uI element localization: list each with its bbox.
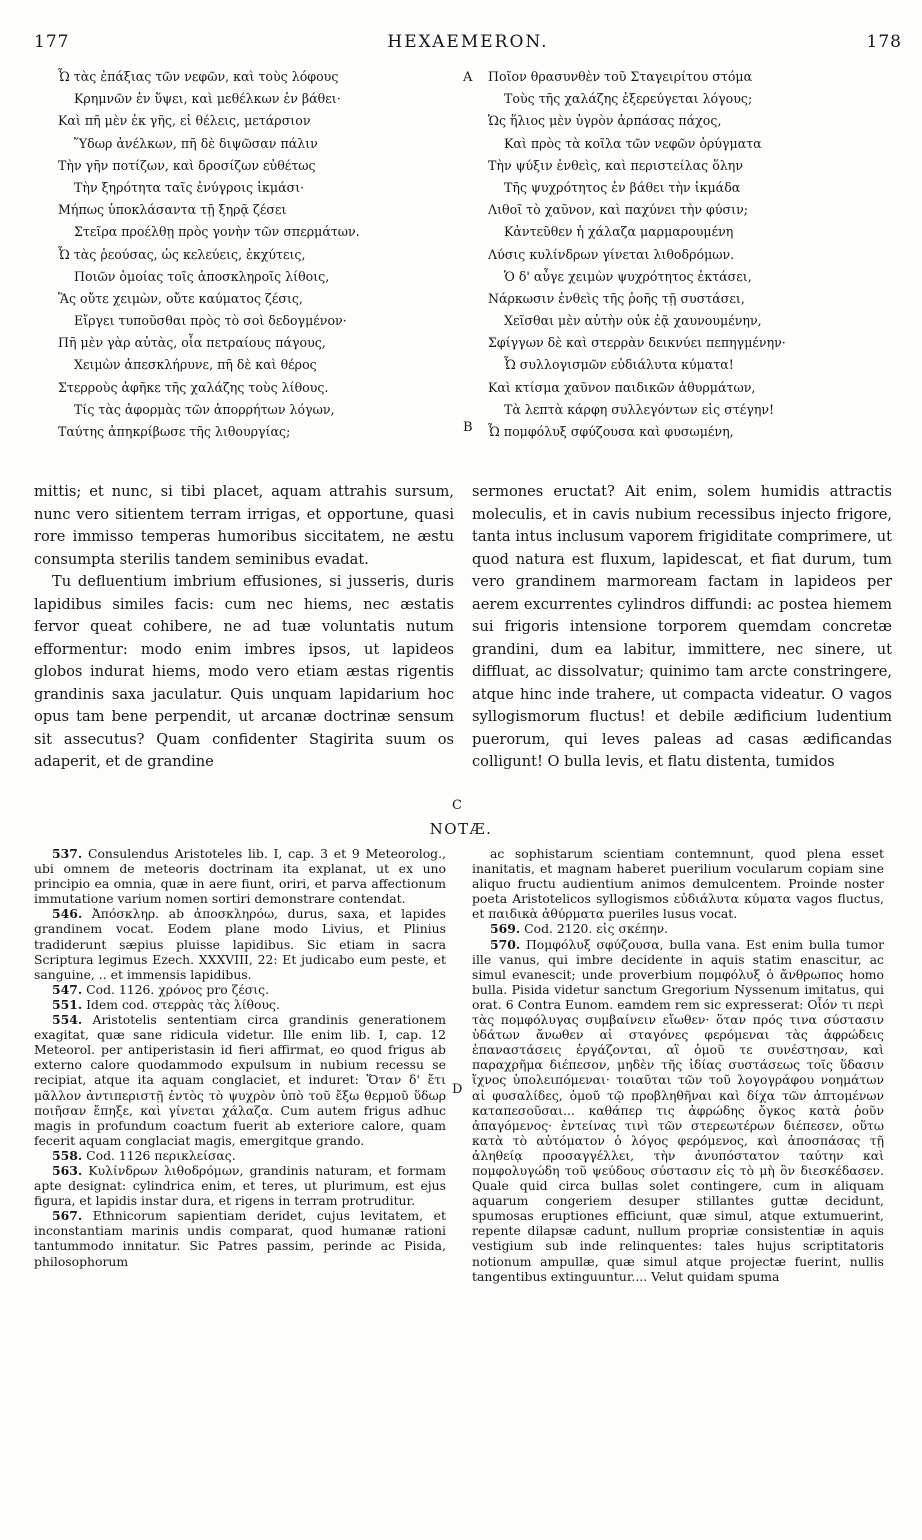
verse-line bbox=[58, 155, 458, 177]
verse-line bbox=[488, 377, 888, 399]
verse-text: Στερροὺς ἀφῆκε τῆς χαλάζης τοὺς λίθους. bbox=[58, 379, 329, 395]
verse-text: Ὦ συλλογισμῶν εὐδιάλυτα κύματα! bbox=[504, 357, 734, 373]
margin-letter-b: B bbox=[463, 420, 473, 435]
verse-text: Ταύτης ἀπηκρίβωσε τῆς λιθουργίας; bbox=[58, 424, 291, 439]
running-header bbox=[34, 32, 902, 58]
note-text: Πομφόλυξ σφύζουσα, bulla vana. Est enim bulla tumor ille vanus, qui imbre decidente in aquis statim enascitur, ac simul evanescit; unde proverbium πομφόλυξ ὁ ἄνθρωπος homo bulla. Pisida videtur sanctum Gregorium Nyssenum imitatus, qui orat. 6 Contra Eunom. eamdem rem sic expresserat: Οἷόν τι περὶ τὰς πομφόλυγας συμβαίνειν εἴωθεν· ὅταν πρός τινα σύστασιν ὑδάτων ἄνωθεν αἱ σταγόνες φερόμεναι τὰς ἀφρώδεις ἐπαναστάσεις ἐργάζονται, αἳ ὁμοῦ τε συνέστησαν, καὶ παραχρῆμα διέπεσον, μηδὲν τῆς ἰδίας συστάσεως τοῖς ὕδασιν ἴχνος ὑπολειπόμεναι· τοιαῦται τῶν τοῦ λογογράφου νοημάτων αἱ φυσαλίδες, ὁμοῦ τῷ προβληθῆναι καὶ δίχα τῶν ἀπτομένων καταπεσοῦσαι... καθάπερ τις ἀφρώδης ὄγκος κατὰ ῥοῦν ἀπαγόμενος· ἐντείνας τινὶ τῶν στερεωτέρων διέπεσεν, οὕτω κατὰ τὸ αὐτόματον ὁ λόγος φερόμενος, καὶ ἀποσπάσας τῇ ἀληθείᾳ προσαγγέλλει, τὴν ἀνυπόστατον ταύτην καὶ πομφολυγώδη τοῦ ψεύδους σύστασιν εἰς τὸ μὴ ὂν διεσκέδασεν. Quale quid circa bullas solet contingere, cum in aliquam aquarum congeriem desuper stillantes guttæ decidunt, spumosas eruptiones efficiunt, quæ simul, atque extumuerint, repente dilapsæ cadunt, nullum propriæ consistentiæ in aquis vestigium sub inde relinquentes: tales hujus scriptitatoris notionum ampullæ, quæ simul atque projectæ fuerint, nullis tangentibus extinguuntur.... Velut quidam spuma bbox=[472, 936, 884, 1284]
latin-paragraph: Tu defluentium imbrium effusiones, si jusseris, duris lapidibus similes facis: cum nec hiems, nec æstatis fervor queat cohibere, ne ad tuæ voluntatis nutum efformentur: modo enim imbres ipsos, ut lapideos globos indurat hiems, modo vero etiam æstas rigentis grandinis saxa jaculatur. Quis unquam lapidarium hoc opus tam bene perpendit, ut arcanæ doctrinæ sensum sit assecutus? Quam confidenter Stagirita suum os adaperit, et de grandine bbox=[34, 573, 454, 770]
verse-line bbox=[58, 244, 458, 266]
verse-line bbox=[58, 199, 458, 221]
verse-text: Ὡς ἥλιος μὲν ὑγρὸν ἁρπάσας πάχος, bbox=[488, 113, 722, 129]
verse-text: Καὶ πρὸς τὰ κοῖλα τῶν νεφῶν ὀρύγματα bbox=[504, 135, 762, 151]
verse-text: Τίς τὰς ἀφορμὰς τῶν ἀπορρήτων λόγων, bbox=[74, 401, 335, 417]
notes-right-column bbox=[472, 846, 884, 1284]
note-number: 570. bbox=[490, 936, 521, 952]
verse-line bbox=[488, 332, 888, 354]
margin-letter-d: D bbox=[452, 1082, 463, 1097]
verse-text: Τὴν ψύξιν ἐνθεὶς, καὶ περιστείλας ὅλην bbox=[488, 157, 743, 173]
note-entry bbox=[34, 906, 446, 981]
note-entry bbox=[34, 1012, 446, 1148]
verse-line bbox=[58, 332, 458, 354]
note-entry bbox=[34, 1148, 446, 1163]
verse-text: Λιθοῖ τὸ χαῦνον, καὶ παχύνει τὴν φύσιν; bbox=[488, 202, 748, 218]
verse-text: Εἴργει τυποῦσθαι πρὸς τὸ σοὶ δεδογμένον· bbox=[74, 313, 347, 329]
verse-text: Ὕδωρ ἀνέλκων, πῆ δὲ διψῶσαν πάλιν bbox=[74, 135, 318, 151]
verse-line bbox=[488, 221, 888, 243]
verse-line bbox=[488, 155, 888, 177]
greek-verse-right-column bbox=[488, 66, 888, 443]
verse-line bbox=[58, 88, 458, 110]
note-text: Consulendus Aristoteles lib. I, cap. 3 et 9 Meteorolog., ubi omnem de meteoris doctrinam ita explanat, ut ex uno principio ea omnia, quæ in aere fiunt, oriri, et parva affectionum immutatione varium nomen sortiri demonstrare contendat. bbox=[34, 846, 446, 907]
verse-line bbox=[58, 354, 458, 376]
verse-line bbox=[58, 110, 458, 132]
verse-text: Λύσις κυλίνδρων γίνεται λιθοδρόμων. bbox=[488, 246, 735, 262]
note-text: Ethnicorum sapientiam deridet, cujus levitatem, et inconstantiam marinis undis comparat, quod humanæ rationi tantummodo innitatur. Sic Patres passim, perinde ac Pisida, philosophorum bbox=[34, 1208, 446, 1269]
note-text: ac sophistarum scientiam contemnunt, quod plena esset inanitatis, et magnam haberet puerilium vocularum copiam sine aliquo fructu audientium animos demulcentem. Proinde noster poeta Aristotelicos syllogismos εὐδιάλυτα κύματα vagos fluctus, et παιδικὰ ἀθύρματα pueriles lusus vocat. bbox=[472, 846, 884, 922]
margin-letter-a: A bbox=[463, 70, 473, 85]
verse-line bbox=[58, 288, 458, 310]
note-text: Cod. 1126. χρόνος pro ζέσις. bbox=[86, 981, 270, 997]
verse-line bbox=[488, 354, 888, 376]
verse-text: Ὦ τὰς ἐπάξιας τῶν νεφῶν, καὶ τοὺς λόφους bbox=[58, 69, 339, 84]
verse-line bbox=[488, 266, 888, 288]
verse-line bbox=[488, 199, 888, 221]
verse-line bbox=[488, 288, 888, 310]
verse-text: Σφίγγων δὲ καὶ στερρὰν δεικνύει πεπηγμένην· bbox=[488, 335, 786, 351]
verse-line bbox=[58, 421, 458, 443]
verse-line bbox=[488, 177, 888, 199]
latin-paragraph: mittis; et nunc, si tibi placet, aquam attrahis sursum, nunc vero sitientem terram irrigas, et opportune, quasi rore immisso temperas humoribus siccitatem, ne æstu consumpta sterilis tandem seminibus evadat. bbox=[34, 483, 454, 568]
latin-paragraph: sermones eructat? Ait enim, solem humidis attractis moleculis, et in cavis nubium recessibus injecto frigore, tanta intus inclusum vaporem frigiditate comprimere, ut quod natura est fluxum, lapidescat, et fiat durum, tum vero grandinem marmoream factam in lapideos per aerem excurrentes cylindros diffundi: ac postea hiemem sui frigoris intensione torporem quemdam concretæ grandini, dum ea labitur, immittere, nec sinere, ut diffluat, ac dissolvatur; quinimo tam arcte constringere, atque hinc inde trahere, ut compacta videatur. O vagos syllogismorum fluctus! et debile ædificium ludentium puerorum, qui leves paleas ad casas ædificandas colligunt! O bulla levis, et flatu distenta, tumidos bbox=[472, 483, 892, 770]
verse-text: Κρημνῶν ἐν ὕψει, καὶ μεθέλκων ἐν βάθει· bbox=[74, 91, 341, 107]
verse-text: Ὁ δ' αὖγε χειμὼν ψυχρότητος ἐκτάσει, bbox=[504, 268, 752, 284]
page-title: HEXAEMERON. bbox=[387, 32, 549, 52]
note-number: 551. bbox=[52, 996, 83, 1012]
note-number: 554. bbox=[52, 1012, 83, 1028]
verse-text: Καὶ κτίσμα χαῦνον παιδικῶν ἀθυρμάτων, bbox=[488, 379, 756, 395]
note-number: 567. bbox=[52, 1208, 83, 1224]
verse-text: Κἀντεῦθεν ἡ χάλαζα μαρμαρουμένη bbox=[504, 224, 734, 240]
note-number: 537. bbox=[52, 846, 83, 861]
verse-text: Ὦ τὰς ῥεούσας, ὡς κελεύεις, ἐκχύτεις, bbox=[58, 246, 306, 262]
verse-line bbox=[58, 310, 458, 332]
note-number: 569. bbox=[490, 921, 521, 937]
note-text: Κυλίνδρων λιθοδρόμων, grandinis naturam, et formam apte designat: cylindrica enim, et teres, ut plurimum, est ejus figura, et lapidis instar dura, et rigens in terram protruditur. bbox=[34, 1162, 446, 1209]
verse-text: Ποῖον θρασυνθὲν τοῦ Σταγειρίτου στόμα bbox=[488, 69, 753, 84]
verse-text: Τοὺς τῆς χαλάζης ἐξερεύγεται λόγους; bbox=[504, 91, 753, 107]
left-column-number: 177 bbox=[34, 32, 70, 52]
verse-text: Τὴν γῆν ποτίζων, καὶ δροσίζων εὐθέτως bbox=[58, 157, 316, 173]
latin-translation-right-column bbox=[472, 481, 892, 774]
verse-line bbox=[488, 66, 888, 88]
note-entry bbox=[472, 846, 884, 921]
verse-text: Νάρκωσιν ἐνθεὶς τῆς ῥοῆς τῇ συστάσει, bbox=[488, 290, 745, 306]
verse-line bbox=[488, 399, 888, 421]
verse-text: Ποιῶν ὁμοίας τοῖς ἀποσκληροῖς λίθοις, bbox=[74, 268, 330, 284]
margin-letter-c: C bbox=[452, 798, 462, 813]
verse-text: Τῆς ψυχρότητος ἐν βάθει τὴν ἰκμάδα bbox=[504, 179, 741, 195]
note-entry bbox=[34, 846, 446, 906]
note-text: Aristotelis sententiam circa grandinis generationem exagitat, quæ sane ridicula videtur. Ille enim lib. I, cap. 12 Meteorol. per antiperistasin id fieri affirmat, eo quod frigus ab externo calore quodammodo expulsum in nubium recessu se recipiat, atque ita aquam conglaciet, et induret: Ὅταν δ' ἔτι μᾶλλον ἀντιπεριστῇ ἐντὸς τὸ ψυχρὸν ὑπὸ τοῦ ἔξω θερμοῦ ὕδωρ ποιῆσαν ἔπηξε, καὶ γίνεται χάλαζα. Cum autem frigus adhuc magis in profundum coactum fuerit ab exteriore calore, quam fecerit aquam conglaciat magis, emergitque grando. bbox=[34, 1012, 446, 1148]
verse-text: Ὦ πομφόλυξ σφύζουσα καὶ φυσωμένη, bbox=[488, 424, 734, 439]
latin-translation-left-column bbox=[34, 481, 454, 774]
note-entry bbox=[472, 937, 884, 1284]
verse-line bbox=[488, 110, 888, 132]
verse-text: Στεῖρα προέλθῃ πρὸς γονὴν τῶν σπερμάτων. bbox=[74, 224, 360, 240]
verse-text: Πῆ μὲν γὰρ αὐτὰς, οἷα πετραίους πάγους, bbox=[58, 335, 326, 351]
verse-line bbox=[58, 66, 458, 88]
note-number: 546. bbox=[52, 906, 83, 922]
verse-line bbox=[488, 88, 888, 110]
verse-text: Χεῖσθαι μὲν αὐτὴν οὐκ ἐᾷ χαυνουμένην, bbox=[504, 313, 762, 329]
verse-text: Ἃς οὔτε χειμὼν, οὔτε καύματος ζέσις, bbox=[58, 290, 303, 306]
verse-text: Τὰ λεπτὰ κάρφη συλλεγόντων εἰς στέγην! bbox=[504, 401, 775, 417]
note-entry bbox=[34, 1163, 446, 1208]
note-text: Cod. 2120. εἰς σκέπην. bbox=[524, 921, 669, 937]
note-number: 563. bbox=[52, 1162, 83, 1178]
note-entry bbox=[34, 982, 446, 997]
verse-text: Μήπως ὑποκλάσαντα τῇ ξηρᾷ ζέσει bbox=[58, 202, 287, 218]
greek-verse-left-column bbox=[58, 66, 458, 443]
verse-line bbox=[58, 377, 458, 399]
verse-line bbox=[488, 244, 888, 266]
verse-line bbox=[488, 310, 888, 332]
note-number: 547. bbox=[52, 981, 83, 997]
verse-line bbox=[488, 421, 888, 443]
right-column-number: 178 bbox=[866, 32, 902, 52]
verse-line bbox=[58, 266, 458, 288]
note-text: Idem cod. στερρὰς τὰς λίθους. bbox=[86, 996, 280, 1012]
verse-line bbox=[58, 177, 458, 199]
verse-text: Χειμὼν ἀπεσκλήρυνε, πῆ δὲ καὶ θέρος bbox=[74, 357, 317, 373]
verse-line bbox=[58, 133, 458, 155]
note-text: Ἀπόσκληρ. ab ἀποσκληρόω, durus, saxa, et lapides grandinem vocat. Eodem plane modo Livius, et Plinius tradiderunt sæpius pluisse lapidibus. Sic etiam in sacra Scriptura legimus Ezech. XXXVIII, 22: Et judicabo eum peste, et sanguine, .. et immensis lapidibus. bbox=[34, 906, 446, 982]
note-number: 558. bbox=[52, 1147, 83, 1163]
verse-line bbox=[58, 221, 458, 243]
verse-line bbox=[488, 133, 888, 155]
notes-left-column bbox=[34, 846, 446, 1269]
verse-text: Τὴν ξηρότητα ταῖς ἐνύγροις ἰκμάσι· bbox=[74, 179, 305, 195]
note-entry bbox=[472, 921, 884, 936]
notes-heading: NOTÆ. bbox=[429, 820, 493, 838]
note-entry bbox=[34, 1208, 446, 1268]
verse-text: Καὶ πῆ μὲν ἐκ γῆς, εἰ θέλεις, μετάρσιον bbox=[58, 113, 311, 129]
verse-line bbox=[58, 399, 458, 421]
note-text: Cod. 1126 περικλείσας. bbox=[86, 1147, 236, 1163]
note-entry bbox=[34, 997, 446, 1012]
